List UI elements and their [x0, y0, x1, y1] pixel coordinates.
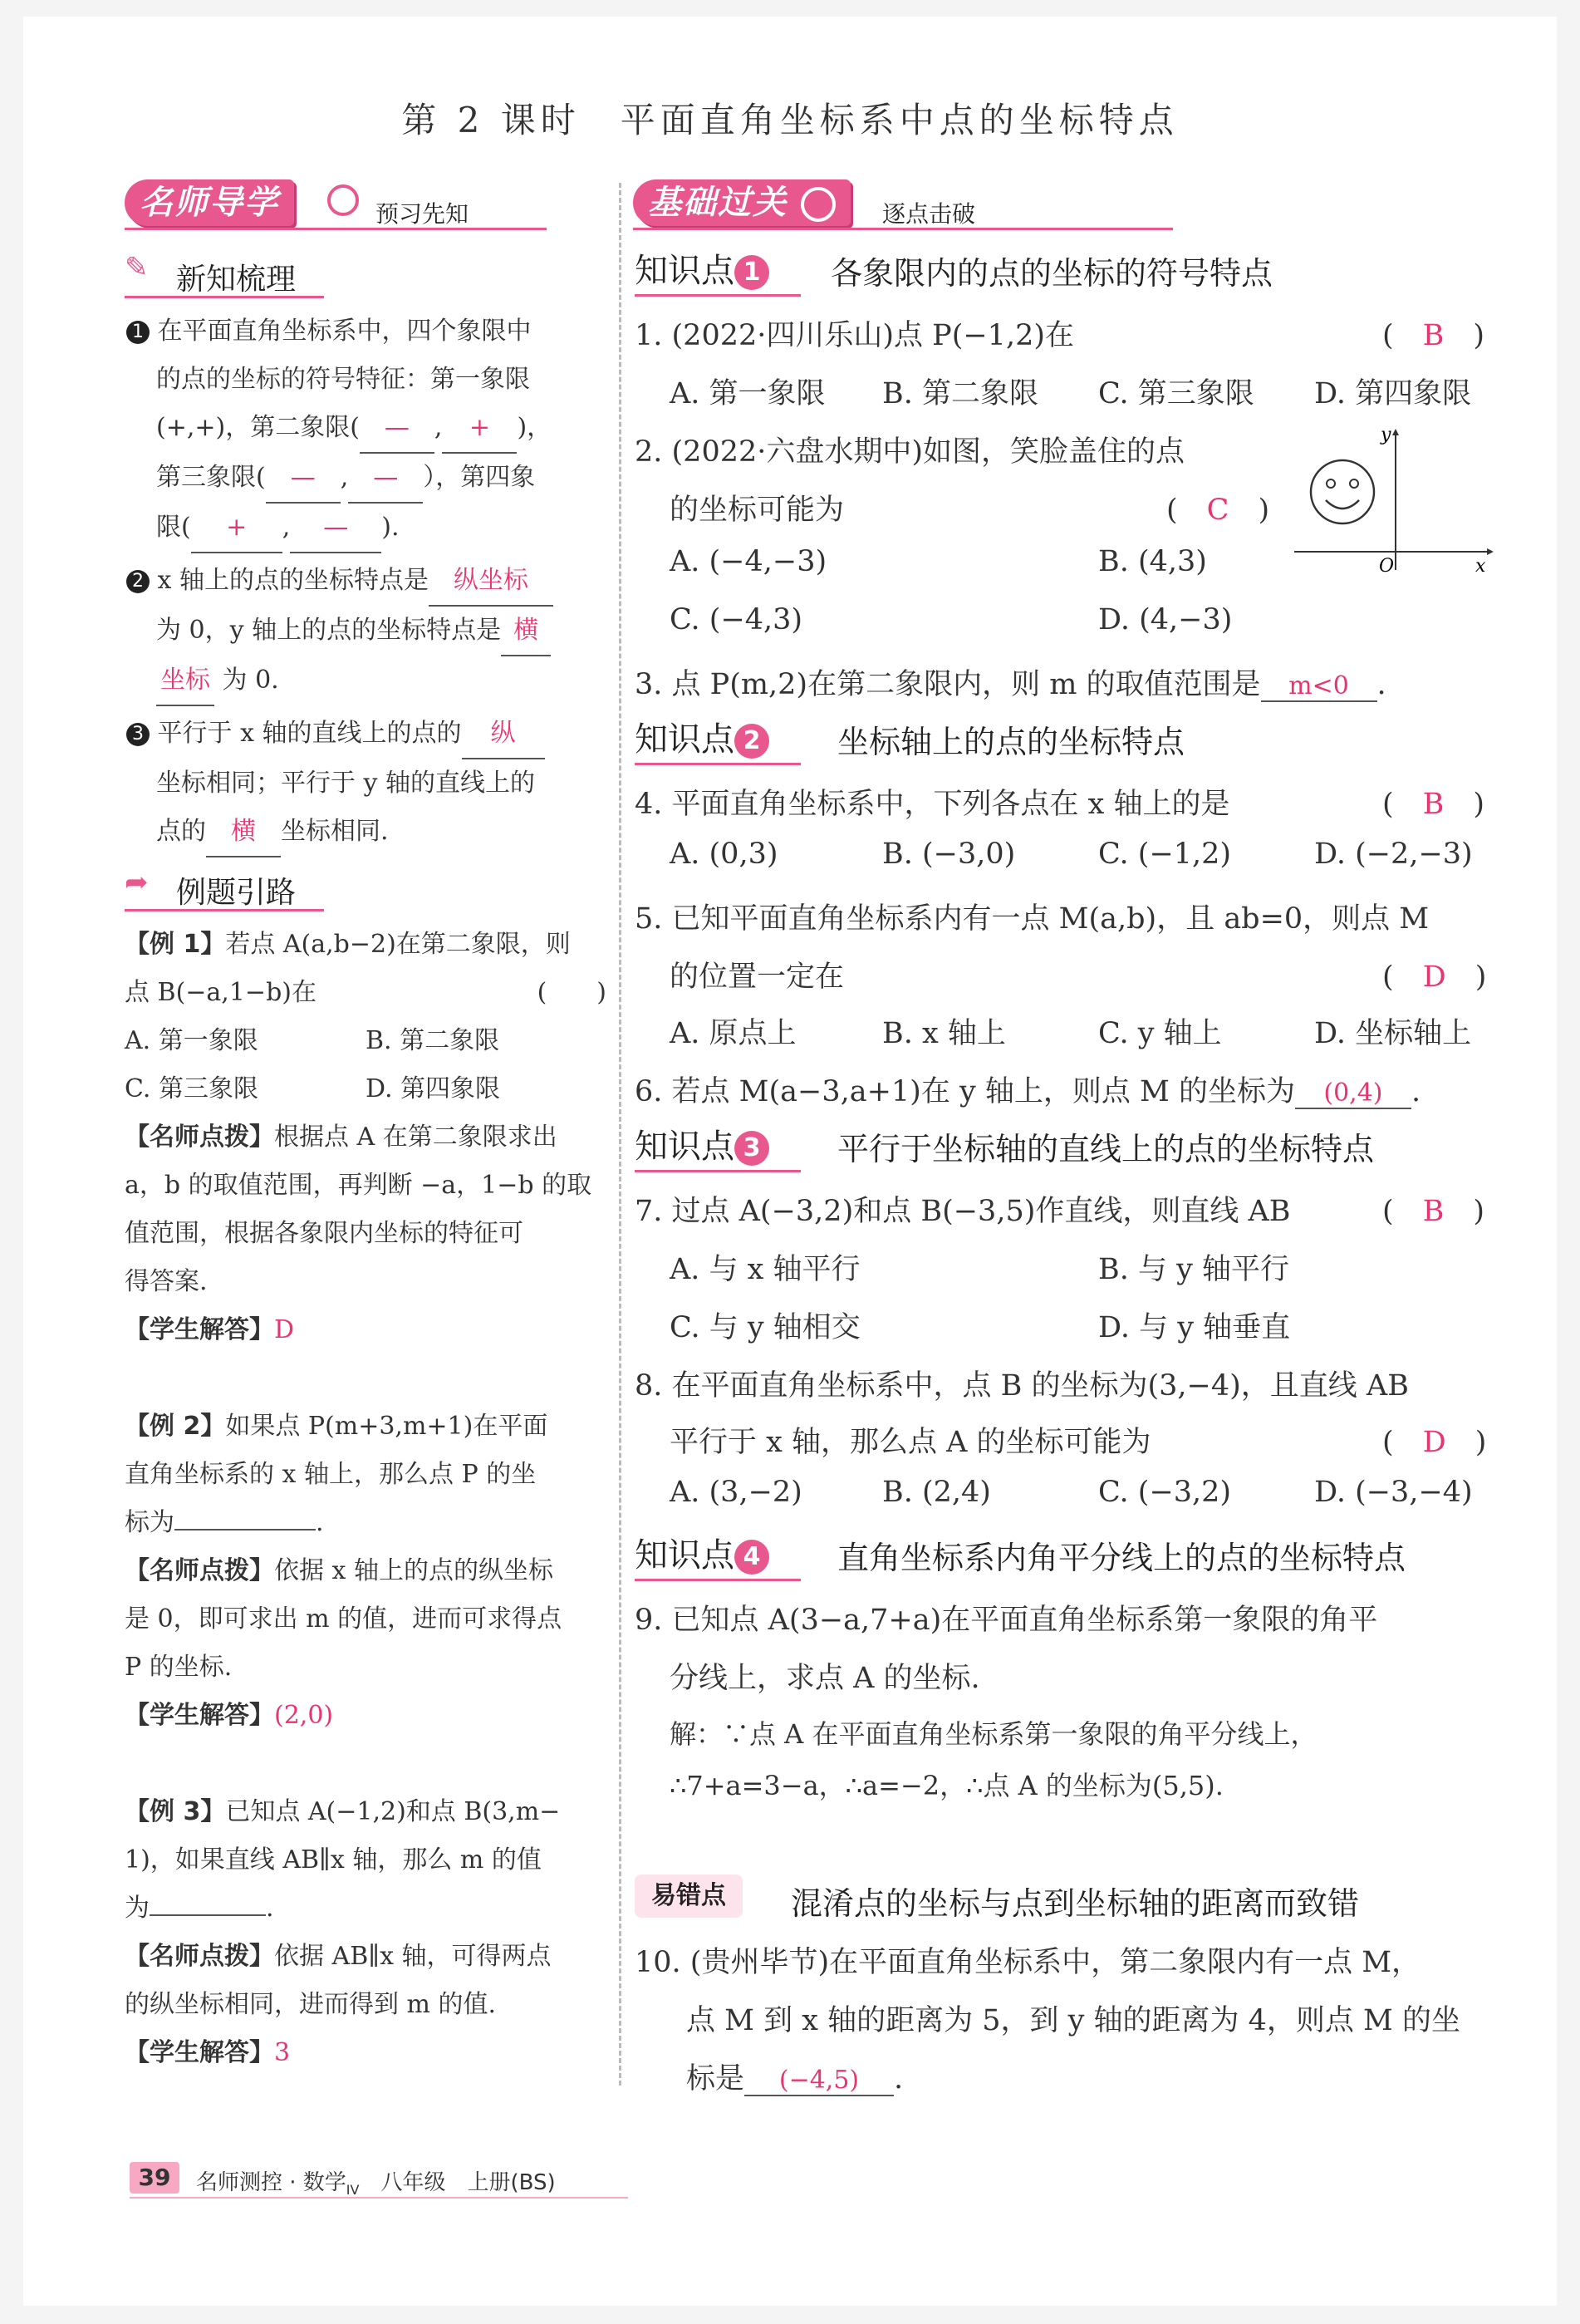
- section-underline-2: [125, 909, 324, 911]
- q1-opt-b: B. 第二象限: [882, 377, 1038, 410]
- q5-opt-b: B. x 轴上: [882, 1017, 1006, 1050]
- q8-opt-d: D. (−3,−4): [1314, 1476, 1473, 1509]
- q2-opt-c: C. (−4,3): [670, 603, 803, 636]
- blank: [150, 1914, 266, 1916]
- y-arrow: [1392, 429, 1399, 435]
- text: 依据 AB∥x 轴，可得两点: [274, 1942, 552, 1971]
- answer: B: [1422, 788, 1445, 821]
- q9-solution-2: ∴7+a=3−a，∴a=−2，∴点 A 的坐标为(5,5).: [670, 1770, 1224, 1801]
- fig-x-label: x: [1475, 556, 1486, 577]
- q1-opt-d: D. 第四象限: [1314, 377, 1472, 410]
- text: 标是: [686, 2062, 745, 2096]
- answer: D: [274, 1315, 295, 1344]
- kp-underline: [635, 763, 801, 765]
- err-title: 混淆点的坐标与点到坐标轴的距离而致错: [791, 1885, 1360, 1922]
- tip-tag: 【名师点拨】: [125, 1942, 274, 1971]
- q9-text-2: 分线上，求点 A 的坐标.: [670, 1662, 980, 1695]
- text: IV: [346, 2182, 360, 2199]
- kp2-title: 坐标轴上的点的坐标特点: [837, 724, 1185, 760]
- q10-text-3: 标是 (−4,5) .: [686, 2062, 904, 2096]
- text: 直角坐标系的 x 轴上，那么点 P 的坐: [125, 1460, 537, 1489]
- text: 为: [125, 1894, 150, 1923]
- text: 坐标相同.: [281, 817, 389, 846]
- answer-tag: 【学生解答】: [125, 2038, 274, 2067]
- option: D. 第四象限: [366, 1074, 501, 1103]
- text: 得答案.: [125, 1267, 208, 1296]
- text: 点的: [156, 817, 206, 846]
- q2-text-1: 2. (2022·六盘水期中)如图，笑脸盖住的点: [635, 435, 1185, 469]
- q2-paren: ( C ): [1166, 494, 1270, 527]
- text: 若点 A(a,b−2)在第二象限，则: [225, 930, 571, 959]
- err-badge: 易错点: [635, 1874, 743, 1918]
- answer-paren: ( ): [537, 978, 606, 1007]
- banner-sub: 预习先知: [375, 200, 469, 228]
- answer: 纵坐标: [429, 557, 553, 607]
- kp-num: 4: [734, 1540, 769, 1575]
- text: 为 0.: [222, 666, 279, 695]
- kp1-heading: [635, 244, 769, 292]
- ex1-tag: 【例 1】: [125, 930, 226, 959]
- q7-opt-d: D. 与 y 轴垂直: [1098, 1311, 1291, 1344]
- text: 根据点 A 在第二象限求出: [274, 1123, 557, 1152]
- answer: 坐标: [156, 656, 214, 706]
- answer: —: [348, 454, 423, 504]
- column-divider: [619, 183, 621, 2086]
- text: 6. 若点 M(a−3,a+1)在 y 轴上，则点 M 的坐标为: [635, 1075, 1295, 1108]
- examples-block: 【例 1】若点 A(a,b−2)在第二象限，则 点 B(−a,1−b)在 ( ) A. 第一象限 B. 第二象限 C. 第三象限 D. 第四象限 【名师点拨】根据点 A 在第二象限求出 a，b 的取值范围，再判断 −a，1−b 的取 值范围，根据各象限内坐标的特征可 得答案. 【学生解答】D 【例 2】如果点 P(m+3,m+1)在平面 直角坐标系的 x 轴上，那么点 P 的坐 标为 . 【名师点拨】依据 x 轴上的点的纵坐标 是 0，即可求出 m 的值，进而可求得点 P 的坐标. 【学生解答】(2,0) 【例 3】已知点 A(−1,2)和点 B(3,m− 1)，如果直线 AB∥x 轴，那么 m 的值 为 . 【名师点拨】依据 AB∥x 轴，可得两点 的纵坐标相同，进而得到 m 的值. 【学生解答】3: [125, 930, 606, 2067]
- fig-y-label: y: [1381, 425, 1391, 445]
- text: P 的坐标.: [125, 1653, 233, 1682]
- answer: D: [1422, 1426, 1446, 1459]
- text: 在平面直角坐标系中，四个象限中: [157, 317, 532, 346]
- q6-text: 6. 若点 M(a−3,a+1)在 y 轴上，则点 M 的坐标为 (0,4) .: [635, 1075, 1421, 1108]
- q1-opt-c: C. 第三象限: [1098, 377, 1254, 410]
- answer-tag: 【学生解答】: [125, 1701, 274, 1730]
- kp-label: 知识点: [635, 720, 734, 759]
- answer: 纵: [462, 710, 545, 759]
- q7-opt-a: A. 与 x 轴平行: [670, 1253, 861, 1286]
- text: 的纵坐标相同，进而得到 m 的值.: [125, 1990, 497, 2019]
- answer: —: [266, 454, 341, 504]
- kp-underline: [635, 294, 801, 297]
- bullet-3: 3: [126, 723, 150, 746]
- q7-opt-b: B. 与 y 轴平行: [1098, 1253, 1289, 1286]
- option: A. 第一象限: [125, 1026, 258, 1055]
- kp-label: 知识点: [635, 1536, 734, 1575]
- footer-text: [196, 2165, 556, 2198]
- answer: +: [442, 404, 517, 454]
- pencil-icon: ✎: [125, 251, 149, 284]
- smiley-figure: [1289, 424, 1497, 582]
- page-number: 39: [130, 2162, 179, 2194]
- q1-opt-a: A. 第一象限: [670, 377, 826, 410]
- kp1-title: 各象限内的点的坐标的符号特点: [831, 255, 1273, 292]
- answer-tag: 【学生解答】: [125, 1315, 274, 1344]
- ex2-tag: 【例 2】: [125, 1412, 226, 1441]
- q5-text-2: 的位置一定在: [670, 961, 845, 994]
- answer: (0,4): [1295, 1078, 1411, 1109]
- text: 为 0，y 轴上的点的坐标特点是: [156, 616, 502, 645]
- bullet-1: 1: [126, 321, 150, 344]
- smiley-face-icon: [1311, 460, 1374, 523]
- text: 值范围，根据各象限内坐标的特征可: [125, 1219, 523, 1248]
- answer: 3: [274, 2038, 291, 2067]
- answer: —: [290, 504, 381, 553]
- text: ），第四象: [423, 463, 536, 492]
- arrow-icon: ➦: [125, 866, 149, 899]
- q2-text-2: 的坐标可能为: [670, 494, 845, 527]
- q2-opt-a: A. (−4,−3): [670, 545, 827, 578]
- q10-text-1: 10. (贵州毕节)在平面直角坐标系中，第二象限内有一点 M，: [635, 1946, 1421, 1979]
- kp2-heading: [635, 713, 769, 760]
- q2-opt-d: D. (4,−3): [1098, 603, 1233, 636]
- ex3-tag: 【例 3】: [125, 1797, 226, 1826]
- fig-origin-label: O: [1379, 556, 1395, 577]
- target-icon: [801, 187, 836, 222]
- q7-paren: ( B ): [1382, 1195, 1485, 1228]
- q4-opt-c: C. (−1,2): [1098, 838, 1232, 871]
- tip-tag: 【名师点拨】: [125, 1123, 274, 1152]
- q5-paren: ( D ): [1382, 961, 1487, 994]
- q8-paren: ( D ): [1382, 1426, 1487, 1459]
- x-arrow: [1487, 548, 1494, 555]
- tip-tag: 【名师点拨】: [125, 1556, 274, 1585]
- q4-text: 4. 平面直角坐标系中，下列各点在 x 轴上的是: [635, 788, 1230, 821]
- section-underline: [125, 296, 324, 298]
- banner-underline: [125, 228, 547, 230]
- knowledge-block: 1 在平面直角坐标系中，四个象限中 的点的坐标的符号特征：第一象限 (+,+)，第二象限( — , + )， 第三象限( — , — ），第四象 限( + , — ). 2 x 轴上的点的坐标特点是 纵坐标 为 0，y 轴上的点的坐标特点是 横 坐标 为 0. 3 平行于 x 轴的直线上的点的 纵 坐标相同；平行于 y 轴的直线上的 点的 横 坐标相同.: [126, 307, 608, 857]
- answer: m<0: [1261, 671, 1377, 702]
- banner-jichu: [633, 179, 851, 226]
- q1-text: 1. (2022·四川乐山)点 P(−1,2)在: [635, 319, 1074, 352]
- q8-opt-a: A. (3,−2): [670, 1476, 802, 1509]
- answer: —: [360, 404, 434, 454]
- text: 1)，如果直线 AB∥x 轴，那么 m 的值: [125, 1845, 542, 1874]
- text: 依据 x 轴上的点的纵坐标: [274, 1556, 553, 1585]
- text: 的点的坐标的符号特征：第一象限: [156, 365, 530, 394]
- kp3-heading: [635, 1120, 769, 1167]
- answer: (−4,5): [744, 2066, 894, 2096]
- text: 坐标相同；平行于 y 轴的直线上的: [156, 769, 536, 798]
- banner-sub-right: 逐点击破: [882, 200, 976, 228]
- bullet-2: 2: [126, 570, 150, 593]
- answer: +: [191, 504, 282, 553]
- q4-opt-d: D. (−2,−3): [1314, 838, 1473, 871]
- answer: D: [1422, 961, 1446, 994]
- q5-opt-d: D. 坐标轴上: [1314, 1017, 1472, 1050]
- kp-label: 知识点: [635, 1128, 734, 1166]
- kp-num: 3: [734, 1131, 769, 1166]
- text: (+,+)，第二象限(: [156, 413, 360, 442]
- q4-opt-a: A. (0,3): [670, 838, 778, 871]
- q9-solution-1: 解：∵点 A 在平面直角坐标系第一象限的角平分线上，: [670, 1718, 1317, 1750]
- text: 第三象限(: [156, 463, 266, 492]
- q1-paren: ( B ): [1382, 319, 1485, 352]
- answer: B: [1422, 1195, 1445, 1228]
- kp-label: 知识点: [635, 252, 734, 290]
- q8-text-1: 8. 在平面直角坐标系中，点 B 的坐标为(3,−4)，且直线 AB: [635, 1369, 1409, 1403]
- q7-opt-c: C. 与 y 轴相交: [670, 1311, 861, 1344]
- option: B. 第二象限: [366, 1026, 500, 1055]
- q5-text-1: 5. 已知平面直角坐标系内有一点 M(a,b)，且 ab=0，则点 M: [635, 902, 1430, 936]
- kp-underline: [635, 1579, 801, 1581]
- text: 八年级 上册(BS): [380, 2170, 556, 2195]
- blank: [174, 1529, 316, 1530]
- magnifier-icon: [327, 184, 359, 216]
- text: 3. 点 P(m,2)在第二象限内，则 m 的取值范围是: [635, 668, 1261, 701]
- footer-line: [130, 2197, 628, 2199]
- banner-underline-right: [633, 228, 1173, 230]
- text: 已知点 A(−1,2)和点 B(3,m−: [225, 1797, 561, 1826]
- section-liti: 例题引路: [176, 876, 297, 910]
- q7-text: 7. 过点 A(−3,2)和点 B(−3,5)作直线，则直线 AB: [635, 1195, 1291, 1228]
- banner-label: 名师导学: [140, 184, 279, 222]
- kp-underline: [635, 1170, 801, 1172]
- q8-opt-c: C. (−3,2): [1098, 1476, 1232, 1509]
- q5-opt-a: A. 原点上: [670, 1017, 797, 1050]
- kp-num: 1: [734, 255, 769, 290]
- q9-text-1: 9. 已知点 A(3−a,7+a)在平面直角坐标系第一象限的角平: [635, 1604, 1378, 1637]
- kp3-title: 平行于坐标轴的直线上的点的坐标特点: [837, 1131, 1375, 1167]
- text: 平行于 x 轴的直线上的点的: [157, 719, 462, 748]
- answer: 横: [501, 607, 551, 656]
- text: 名师测控 · 数学: [196, 2170, 346, 2195]
- q8-text-2: 平行于 x 轴，那么点 A 的坐标可能为: [670, 1426, 1151, 1459]
- page-title: 第 2 课时 平面直角坐标系中点的坐标特点: [401, 100, 1179, 140]
- q8-opt-b: B. (2,4): [882, 1476, 991, 1509]
- text: 限(: [156, 513, 191, 542]
- q2-opt-b: B. (4,3): [1098, 545, 1207, 578]
- banner-label: 基础过关: [648, 184, 788, 222]
- q4-opt-b: B. (−3,0): [882, 838, 1016, 871]
- q5-opt-c: C. y 轴上: [1098, 1017, 1222, 1050]
- section-xinzhi: 新知梳理: [176, 263, 297, 297]
- kp4-heading: [635, 1529, 769, 1576]
- text: a，b 的取值范围，再判断 −a，1−b 的取: [125, 1171, 592, 1200]
- answer: 横: [206, 808, 281, 857]
- kp4-title: 直角坐标系内角平分线上的点的坐标特点: [837, 1540, 1406, 1576]
- answer: (2,0): [274, 1701, 334, 1730]
- text: 标为: [125, 1508, 174, 1537]
- option: C. 第三象限: [125, 1074, 258, 1103]
- text: x 轴上的点的坐标特点是: [157, 566, 429, 595]
- q3-text: 3. 点 P(m,2)在第二象限内，则 m 的取值范围是 m<0 .: [635, 668, 1386, 701]
- text: 点 B(−a,1−b)在: [125, 978, 316, 1007]
- text: 如果点 P(m+3,m+1)在平面: [225, 1412, 548, 1441]
- text: 是 0，即可求出 m 的值，进而可求得点: [125, 1604, 562, 1634]
- answer: C: [1206, 494, 1229, 527]
- q10-text-2: 点 M 到 x 轴的距离为 5，到 y 轴的距离为 4，则点 M 的坐: [686, 2004, 1460, 2037]
- q4-paren: ( B ): [1382, 788, 1485, 821]
- kp-num: 2: [734, 724, 769, 759]
- banner-mingshi: [125, 179, 294, 226]
- answer: B: [1422, 319, 1445, 352]
